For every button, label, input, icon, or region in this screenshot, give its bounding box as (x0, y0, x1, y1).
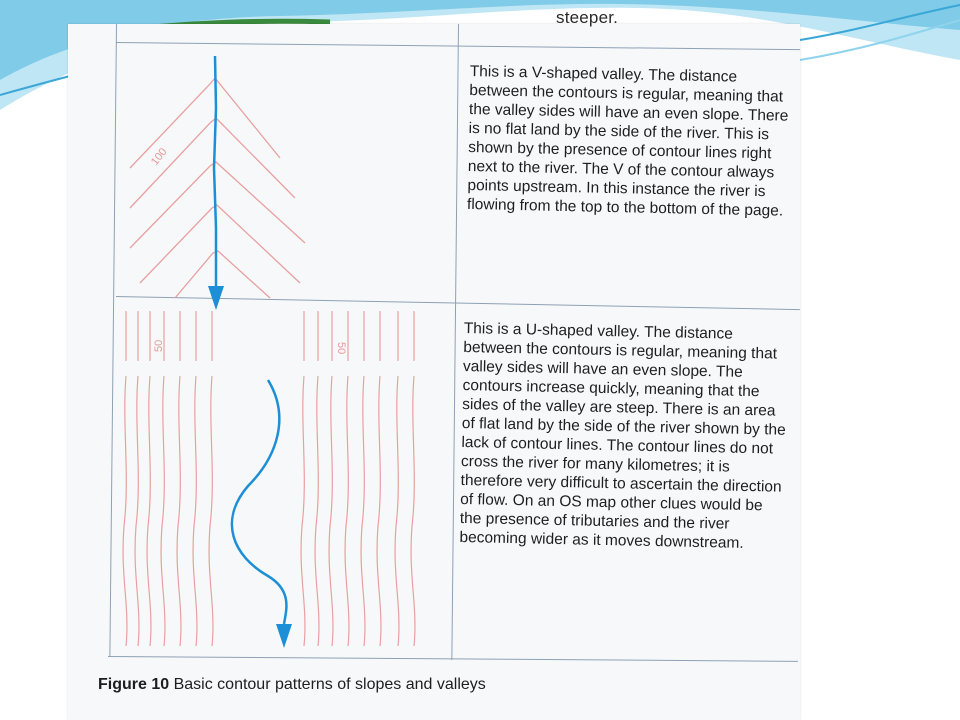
u-valley-left-contours (123, 311, 213, 646)
v-valley-description: This is a V-shaped valley. The distance between the contours is regular, meaning that the valley sides will have an even slope. There is no flat land by the side of the river. This is shown by the presence of contour lines right next to the river. The V of the contour always points upstream. In this instance the river is flowing from the top to the bottom of the page. (466, 62, 789, 220)
table-left-border (109, 24, 117, 656)
previous-row-fragment (516, 8, 800, 44)
textbook-page (68, 8, 800, 720)
u-valley-contour-label-right: 50 (335, 342, 347, 355)
u-valley-description: This is a U-shaped valley. The distance between the contours is regular, meaning that valley sides will have an even slope. The contours increase quickly, meaning that the sides of the valley are steep. There is an area of flat land by the side of the river shown by the lack of contour lines. The contour lines do not cross the river for many kilometres; it is therefore very difficult to ascertain the direction of flow. On an OS map other clues would be the presence of tributaries and the river becoming wider as it moves downstream. (459, 319, 786, 552)
v-valley-contour-label: 100 (148, 145, 170, 168)
u-valley-river (232, 380, 287, 624)
figure-number: Figure 10 (98, 676, 170, 693)
v-valley-river (214, 56, 216, 286)
u-valley-flow-arrowhead (276, 624, 292, 648)
u-valley-diagram (118, 306, 453, 651)
header-fragment-text: steeper. (556, 8, 619, 27)
figure-title: Basic contour patterns of slopes and valleys (173, 676, 486, 693)
u-valley-right-contours (301, 311, 415, 646)
figure-caption (98, 676, 698, 694)
v-valley-contours (130, 78, 305, 298)
v-valley-diagram (120, 48, 450, 298)
table-bottom-border (108, 656, 798, 662)
u-valley-contour-label-left: 50 (153, 339, 165, 352)
